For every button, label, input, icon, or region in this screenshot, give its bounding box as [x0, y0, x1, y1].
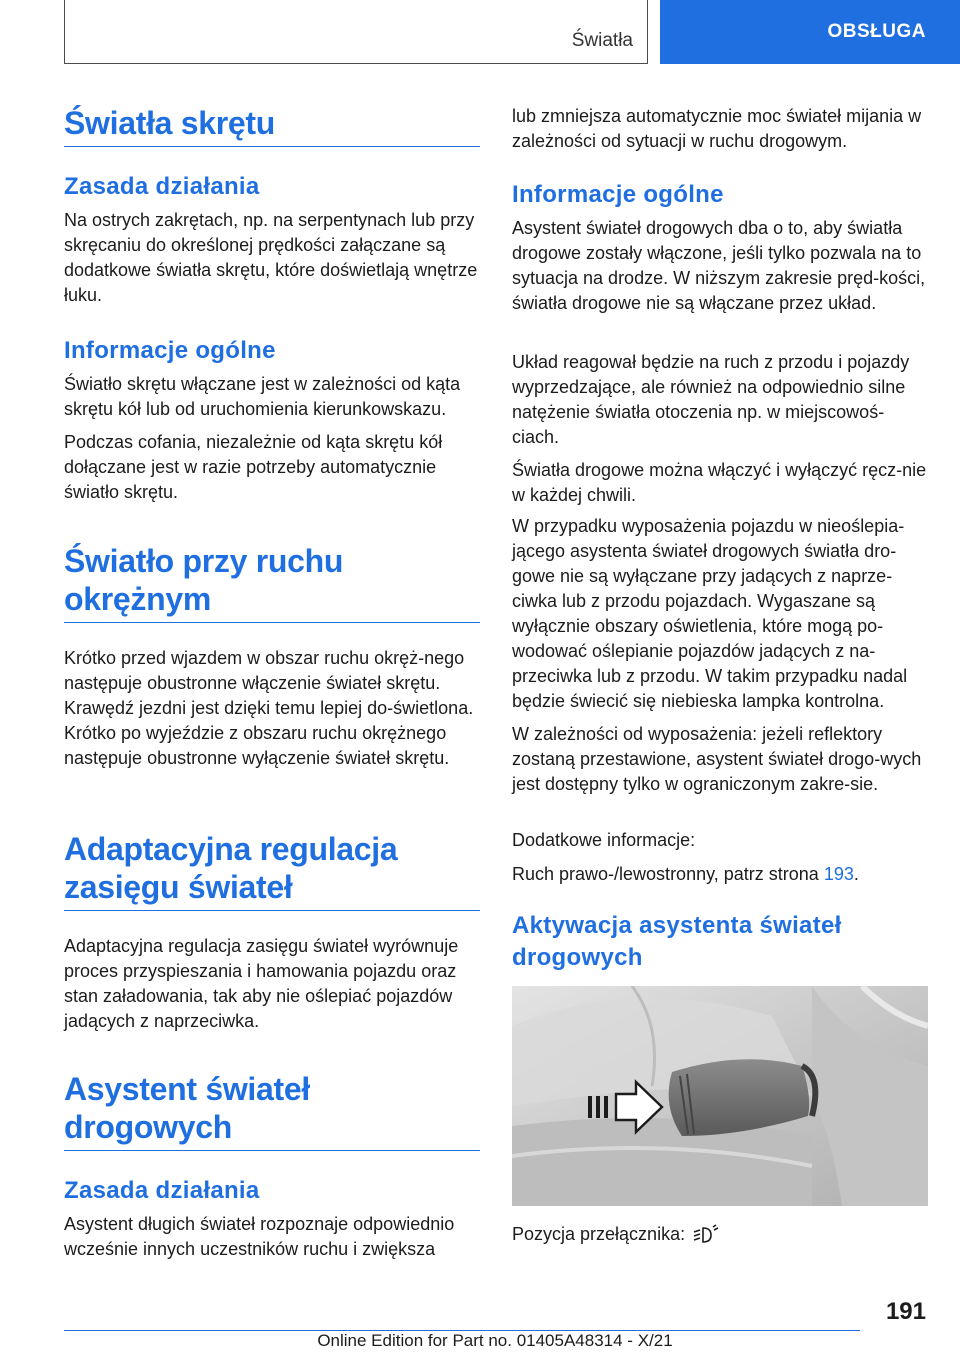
paragraph-general-info-b: Podczas cofania, niezależnie od kąta skrętu kół dołączane jest w razie potrzeby automatycznie światło skrętu. [64, 432, 443, 502]
heading-rule [64, 1150, 480, 1151]
subheading-activation: Aktywacja asystenta świateł drogowych [512, 912, 842, 971]
header-chapter-tab[interactable] [660, 0, 960, 64]
paragraph-continued: lub zmniejsza automatycznie moc świateł mijania w zależności od sytuacji w ruchu drogowym. [512, 106, 922, 151]
paragraph-general-info-a: Światło skrętu włączane jest w zależności od kąta skrętu kół lub od uruchomienia kierunkowskazu. [64, 374, 461, 419]
paragraph-assistant-c: Światła drogowe można włączyć i wyłączyć ręcz-nie w każdej chwili. [512, 460, 927, 505]
paragraph-assistant-e: W zależności od wyposażenia: jeżeli reflektory zostaną przestawione, asystent świateł drogo-wych jest dostępny tylko w ograniczonym zakre-sie. [512, 724, 922, 794]
heading-rule [64, 146, 480, 147]
traffic-reference-period: . [853, 864, 859, 884]
heading-rule [64, 910, 480, 911]
heading-turn-lights: Światła skrętu [64, 105, 276, 141]
subheading-general-info-assistant: Informacje ogólne [512, 181, 724, 208]
heading-high-beam-assistant: Asystent świateł drogowych [64, 1071, 310, 1145]
paragraph-principle-assistant: Asystent długich świateł rozpoznaje odpowiednio wcześnie innych uczestników ruchu i zwiększa [64, 1214, 455, 1259]
paragraph-assistant-d: W przypadku wyposażenia pojazdu w nieoślepia-jącego asystenta świateł drogowych światła dro-gowe nie są wyłączane przy jadących z naprze-ciwka lub z przodu pojazdach. Wygaszane są wyłącznie obszary oświetlenia, które mogą po-wodować oślepianie pojazdów jadących z na-przeciwka lub z przodu. W takim przypadku nadal będzie świecić się niebieska lampka kontrolna. [512, 516, 908, 711]
stalk-photo-graphic [512, 986, 928, 1206]
header-chapter-label: OBSŁUGA [827, 21, 926, 42]
page-number: 191 [885, 1298, 926, 1325]
paragraph-roundabout: Krótko przed wjazdem w obszar ruchu okręż-nego następuje obustronne włączenie świateł skrętu. Krawędź jezdni jest dzięki temu lepiej do-świetlona. Krótko po wyjeździe z obszaru ruchu okrężnego następuje obustronne wyłączenie świateł skrętu. [64, 648, 474, 768]
switch-position-label: Pozycja przełącznika: [512, 1224, 686, 1244]
header-section-title: Światła [571, 30, 633, 51]
paragraph-adaptive-range: Adaptacyjna regulacja zasięgu świateł wyrównuje proces przyspieszania i hamowania pojazdu oraz stan załadowania, tak aby nie oślepiać pojazdów jadących z naprzeciwka. [64, 936, 459, 1031]
stalk-photo [512, 986, 928, 1206]
footer-edition: Online Edition for Part no. 01405A48314 - X/21 [317, 1331, 673, 1350]
paragraph-more-info: Dodatkowe informacje: [512, 830, 696, 850]
high-beam-assistant-icon [693, 1224, 719, 1246]
header-frame [64, 0, 648, 64]
paragraph-switch-position [512, 1222, 930, 1247]
subheading-principle: Zasada działania [64, 173, 260, 200]
paragraph-principle: Na ostrych zakrętach, np. na serpentynach lub przy skręcaniu do określonej prędkości załączane są dodatkowe światła skrętu, które doświetlają wnętrze łuku. [64, 210, 478, 305]
subheading-principle-assistant: Zasada działania [64, 1177, 260, 1204]
paragraph-traffic-reference [512, 862, 930, 887]
heading-roundabout-light: Światło przy ruchu okrężnym [64, 543, 344, 617]
traffic-reference-text: Ruch prawo-/lewostronny, patrz strona [512, 864, 824, 884]
heading-adaptive-range: Adaptacyjna regulacja zasięgu świateł [64, 831, 398, 905]
heading-rule [64, 622, 480, 623]
page-link-193[interactable]: 193 [823, 864, 854, 884]
subheading-general-info: Informacje ogólne [64, 337, 276, 364]
paragraph-assistant-b: Układ reagował będzie na ruch z przodu i pojazdy wyprzedzające, ale również na odpowiednio silne natężenie światła otoczenia np. w miejscowoś-ciach. [512, 352, 910, 447]
paragraph-assistant-a: Asystent świateł drogowych dba o to, aby światła drogowe zostały włączone, jeśli tylko pozwala na to sytuacja na drodze. W niższym zakresie pręd-kości, światła drogowe nie są włączane przez układ. [512, 218, 926, 313]
